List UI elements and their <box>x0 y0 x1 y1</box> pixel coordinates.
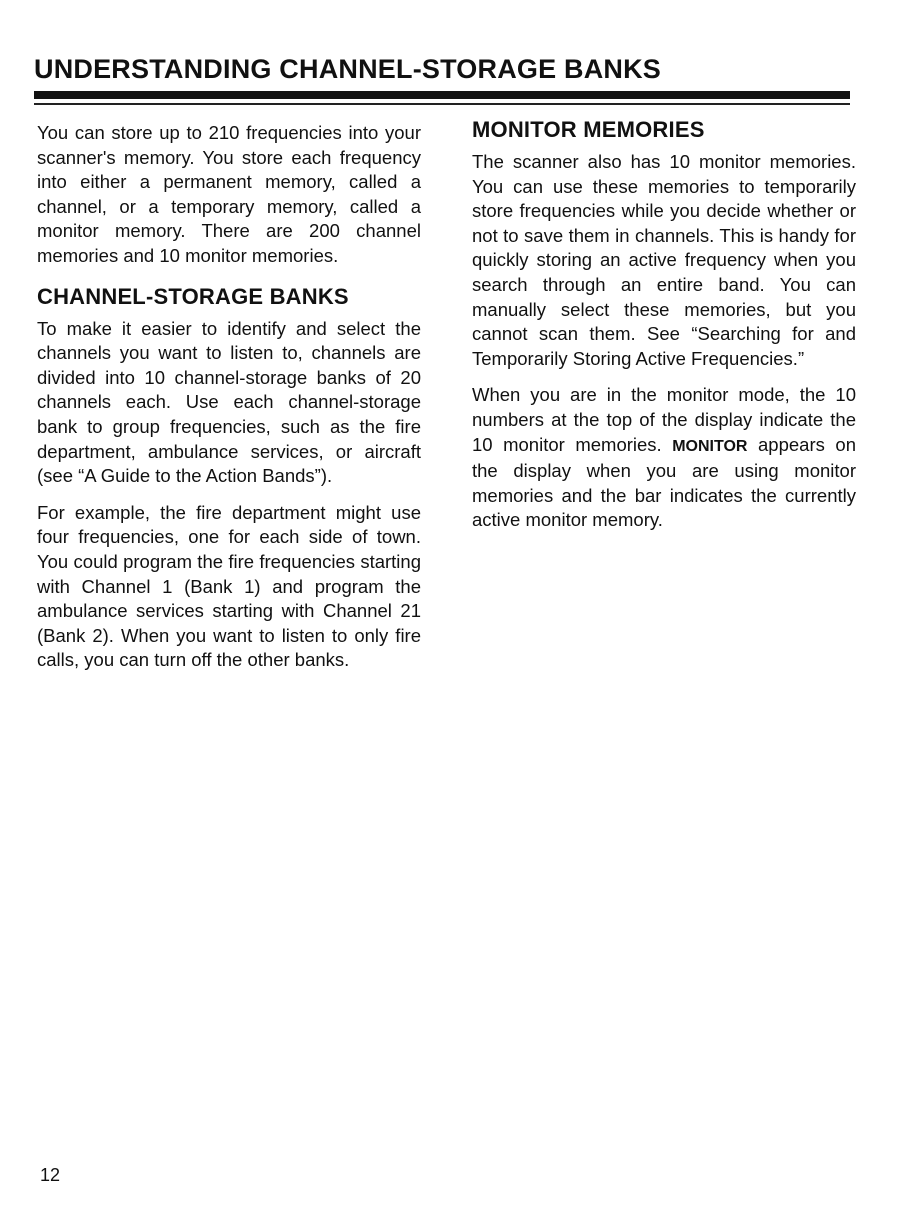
paragraph: For example, the fire department might use four frequencies, one for each side of town. You could program the fire frequencies starting with Channel 1 (Bank 1) and program the ambulance services starting with Channel 21 (Bank 2). When you want to listen to only fire calls, you can turn off the other banks. <box>37 501 421 671</box>
paragraph: To make it easier to identify and select the channels you want to listen to, channels are divided into 10 channel-storage banks of 20 channels each. Use each channel-storage bank to group frequencies, such as the fire department, ambulance services, or aircraft (see “A Guide to the Action Bands”). <box>37 317 421 487</box>
left-column <box>37 121 421 685</box>
title-rule-thick <box>34 91 850 99</box>
section-heading-channel-storage-banks: CHANNEL-STORAGE BANKS <box>37 283 349 309</box>
page-title: UNDERSTANDING CHANNEL-STORAGE BANKS <box>34 54 662 84</box>
paragraph: The scanner also has 10 monitor memories. You can use these memories to temporarily store frequencies while you decide whether or not to save them in channels. This is handy for quickly storing an active frequency when you search through an entire band. You can manually select these memories, but you cannot scan them. See “Searching for and Temporarily Storing Active Frequencies.” <box>472 151 856 369</box>
text: appears on the display when you are using monitor memories and the bar indicates the currently active monitor memory. <box>472 433 856 531</box>
page-number: 12 <box>40 1165 61 1185</box>
paragraph <box>472 383 856 533</box>
monitor-keyword: MONITOR <box>672 437 748 455</box>
intro-paragraph: You can store up to 210 frequencies into your scanner's memory. You store each frequency into either a permanent memory, called a channel, or a temporary memory, called a monitor memory. There are 200 channel memories and 10 monitor memories. <box>37 122 421 266</box>
title-rule-thin <box>34 103 850 105</box>
text: When you are in the monitor mode, the 10 numbers at the top of the display indicate the 10 monitor memories. <box>472 384 856 455</box>
right-column <box>472 116 856 545</box>
section-heading-monitor-memories: MONITOR MEMORIES <box>472 117 705 142</box>
